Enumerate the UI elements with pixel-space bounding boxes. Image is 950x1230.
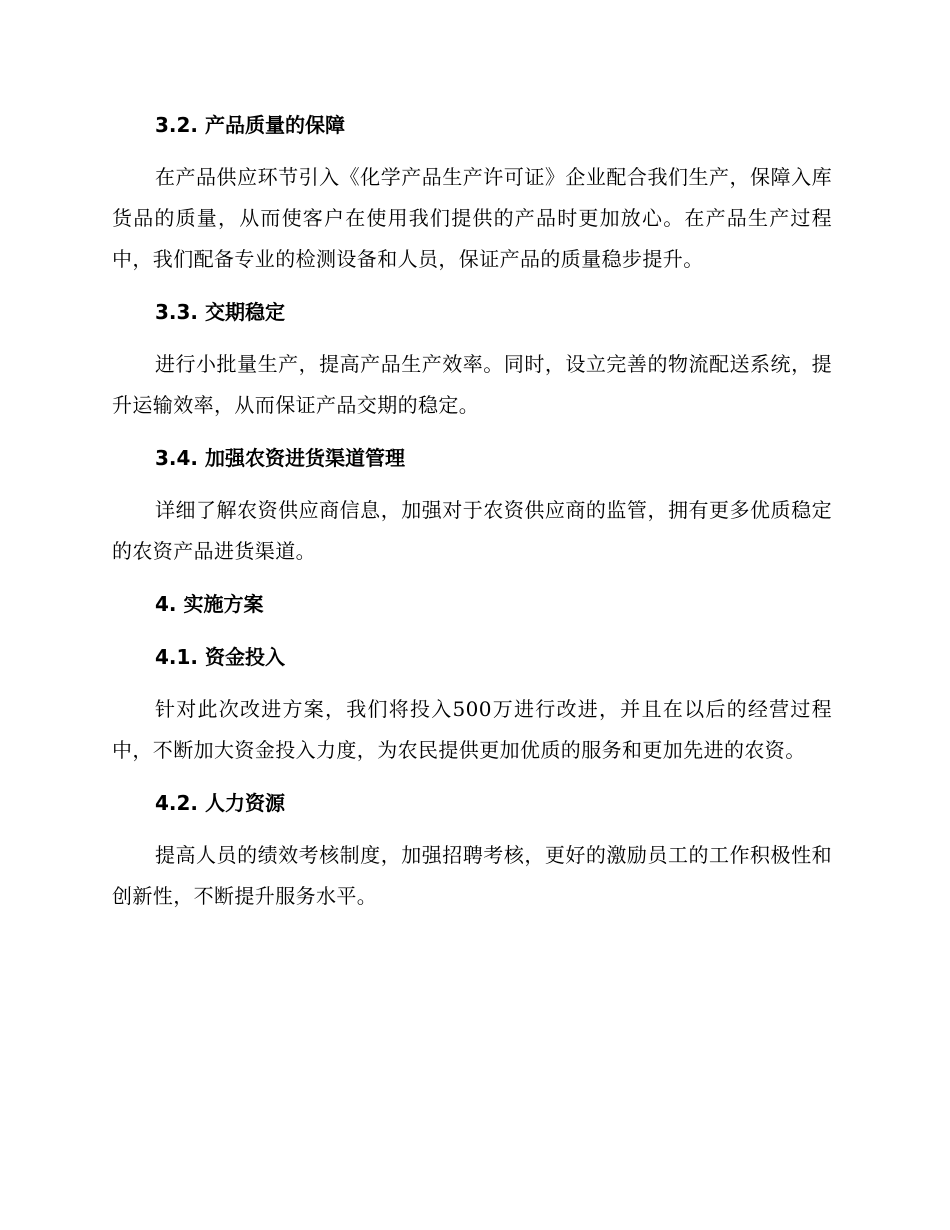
section-body-4-2: 提高人员的绩效考核制度，加强招聘考核，更好的激励员工的工作积极性和创新性，不断提升服务水平。	[112, 843, 832, 908]
section-heading-3-2: 3.2. 产品质量的保障	[155, 113, 345, 137]
section-heading-4: 4. 实施方案	[155, 592, 264, 616]
section-body-3-4: 详细了解农资供应商信息，加强对于农资供应商的监管，拥有更多优质稳定的农资产品进货渠道。	[112, 498, 832, 563]
section-heading-4-2: 4.2. 人力资源	[155, 791, 285, 815]
section-heading-3-3: 3.3. 交期稳定	[155, 300, 285, 324]
section-body-4-1: 针对此次改进方案，我们将投入500万进行改进，并且在以后的经营过程中，不断加大资金投入力度，为农民提供更加优质的服务和更加先进的农资。	[112, 697, 832, 762]
section-heading-3-4: 3.4. 加强农资进货渠道管理	[155, 446, 405, 470]
section-body-3-3: 进行小批量生产，提高产品生产效率。同时，设立完善的物流配送系统，提升运输效率，从而保证产品交期的稳定。	[112, 352, 832, 417]
document-content	[112, 104, 832, 928]
section-heading-4-1: 4.1. 资金投入	[155, 645, 285, 669]
section-body-3-2: 在产品供应环节引入《化学产品生产许可证》企业配合我们生产，保障入库货品的质量，从而使客户在使用我们提供的产品时更加放心。在产品生产过程中，我们配备专业的检测设备和人员，保证产品的质量稳步提升。	[112, 165, 832, 271]
